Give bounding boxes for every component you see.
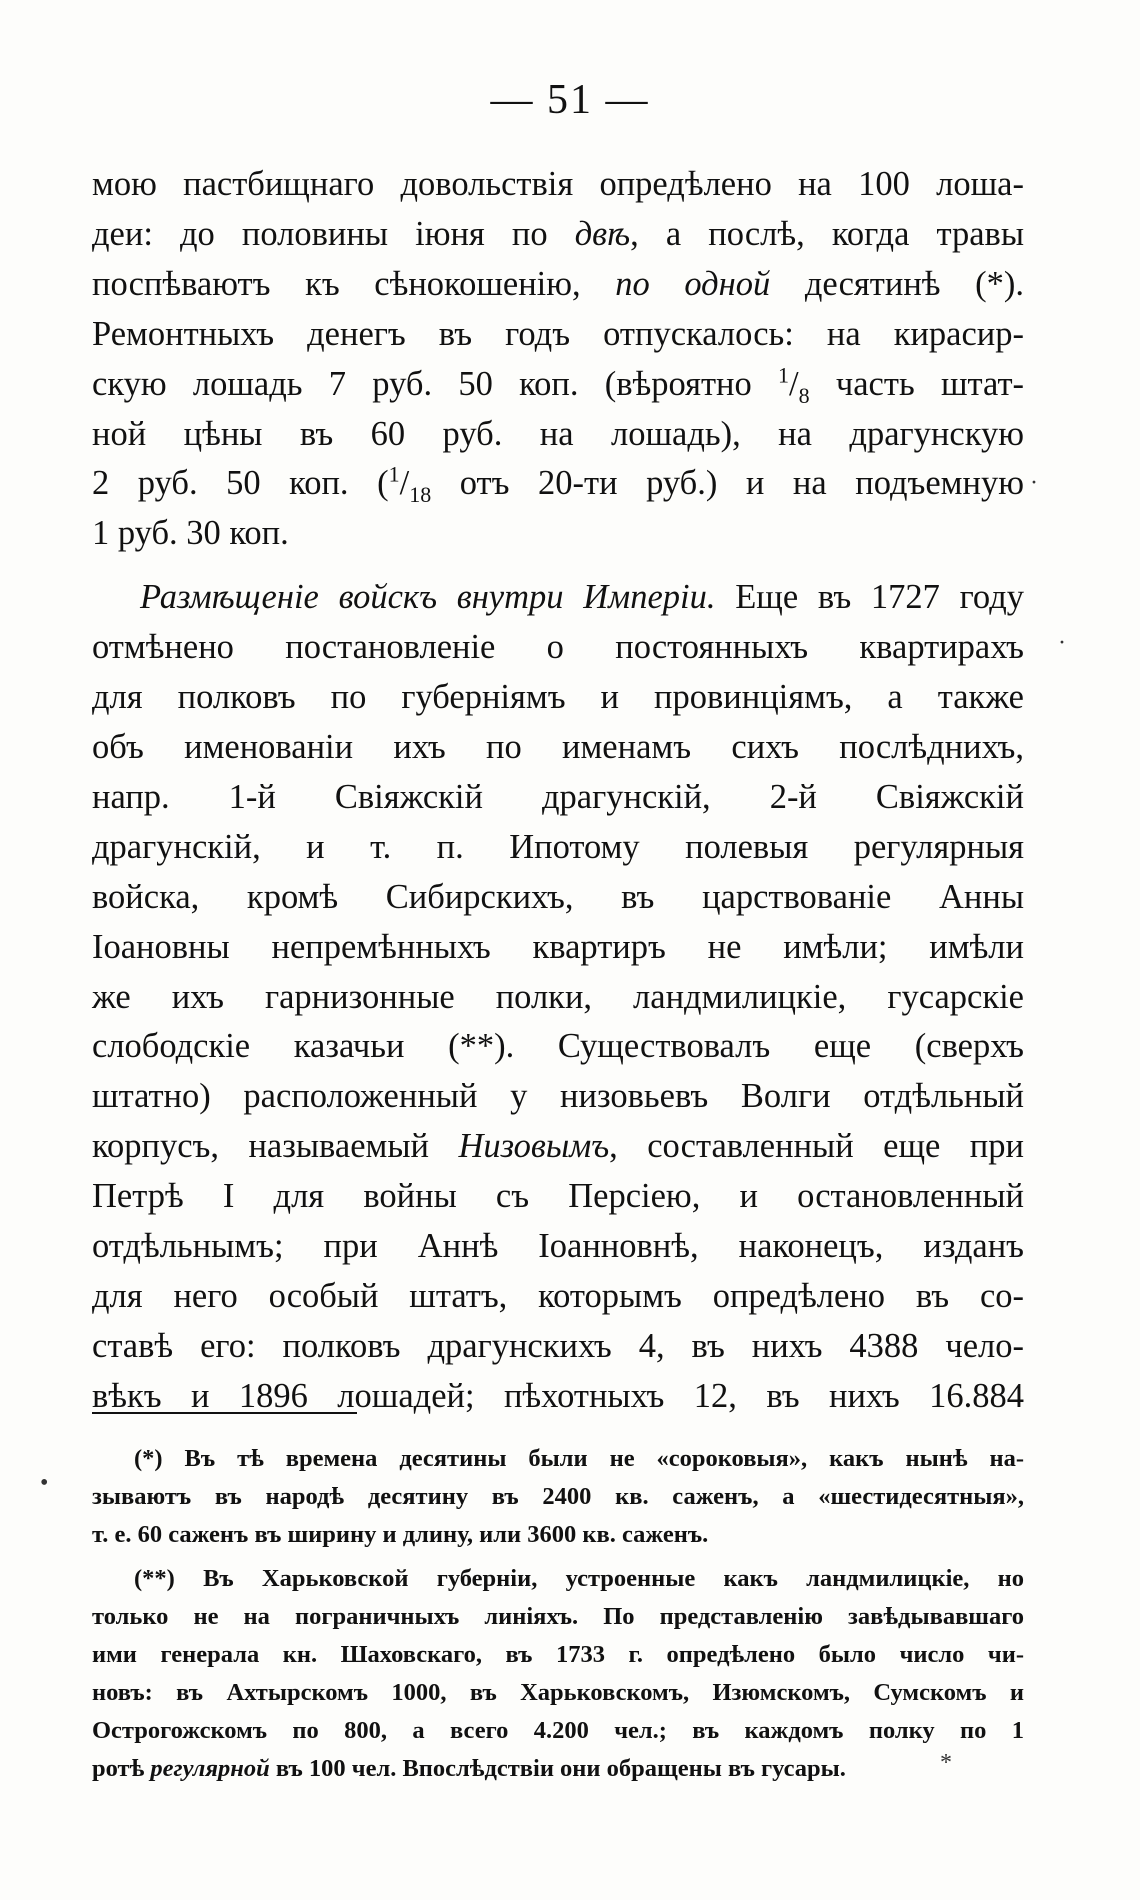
footnote-line: ротѣ регулярной въ 100 чел. Впослѣдствіи они обращены въ гусары.	[92, 1755, 846, 1782]
italic-word: регулярной	[150, 1755, 270, 1782]
text-line: же ихъ гарнизонные полки, ландмилицкіе, гусарскіе	[92, 977, 1024, 1016]
print-speck: *	[940, 1750, 952, 1776]
main-text	[92, 160, 1024, 1422]
text-line: для полковъ по губерніямъ и провинціямъ, а также	[92, 678, 1024, 717]
footnote-line: только не на пограничныхъ линіяхъ. По представленію завѣдывавшаго	[92, 1603, 1024, 1630]
text-line: мою пастбищнаго довольствія опредѣлено на 100 лоша-	[92, 165, 1024, 203]
footnote-line: Острогожскомъ по 800, а всего 4.200 чел.; въ каждомъ полку по 1	[92, 1717, 1024, 1744]
text-line: 2 руб. 50 коп. ($^1/_{18}$ отъ 20-ти руб.) и на подъемную	[92, 461, 1025, 508]
text-line: для него особый штатъ, которымъ опредѣлено въ со-	[92, 1276, 1024, 1315]
text-line: Іоановны непремѣнныхъ квартиръ не имѣли; имѣли	[92, 927, 1024, 966]
footnote-line: новъ: въ Ахтырскомъ 1000, въ Харьковскомъ, Изюмскомъ, Сумскомъ и	[92, 1679, 1024, 1706]
text-line: драгунскій, и т. п. Ипотому полевыя регулярныя	[92, 827, 1024, 866]
section-heading-italic: Размѣщеніе войскъ внутри Имперіи.	[140, 578, 716, 617]
text-line: отмѣнено постановленіе о постоянныхъ квартирахъ	[92, 628, 1024, 667]
text-line: ной цѣны въ 60 руб. на лошадь), на драгунскую	[92, 414, 1024, 453]
footnotes	[92, 1440, 1024, 1788]
text-line: объ именованіи ихъ по именамъ сихъ послѣднихъ,	[92, 727, 1024, 766]
text-line: корпусъ, называемый Низовымъ, составленный еще при	[92, 1127, 1024, 1166]
text-line: штатно) расположенный у низовьевъ Волги отдѣльный	[92, 1077, 1024, 1116]
italic-phrase: по одной	[615, 264, 771, 303]
text-line: войска, кромѣ Сибирскихъ, въ царствованіе Анны	[92, 877, 1024, 916]
italic-word: двѣ	[574, 214, 631, 253]
text-line: Ремонтныхъ денегъ въ годъ отпускалось: на кирасир-	[92, 314, 1024, 353]
print-speck: •	[40, 1470, 49, 1496]
footnote-separator	[92, 1412, 357, 1414]
fraction-denominator: 18	[409, 482, 432, 508]
fraction-numerator: 1	[778, 362, 790, 388]
footnote-line: зываютъ въ народѣ десятину въ 2400 кв. саженъ, а «шестидесятныя»,	[92, 1483, 1024, 1510]
text-line: вѣкъ и 1896 лошадей; пѣхотныхъ 12, въ нихъ 16.884	[92, 1376, 1024, 1415]
text-line: скую лошадь 7 руб. 50 коп. (вѣроятно $^1/_8$ часть штат-	[92, 362, 1025, 408]
text-line: Петрѣ I для войны съ Персіею, и остановленный	[92, 1177, 1024, 1216]
italic-word: Низовымъ	[458, 1127, 610, 1166]
fraction-denominator: 8	[798, 382, 810, 408]
footnote-line: (*) Въ тѣ времена десятины были не «сороковыя», какъ нынѣ на-	[134, 1445, 1024, 1472]
footnote-line: т. е. 60 саженъ въ ширину и длину, или 3600 кв. саженъ.	[92, 1521, 709, 1548]
print-speck: ·	[1030, 470, 1038, 496]
footnote-line: ими генерала кн. Шаховскаго, въ 1733 г. опредѣлено было число чи-	[92, 1641, 1024, 1668]
print-speck: ·	[1058, 630, 1066, 656]
text-line: деи: до половины іюня по двѣ, а послѣ, когда травы	[92, 214, 1025, 253]
text-line: Размѣщеніе войскъ внутри Имперіи. Еще въ 1727 году	[140, 578, 1024, 617]
paragraph-gap	[92, 559, 1024, 573]
page-number: — 51 —	[490, 77, 650, 123]
fraction-numerator: 1	[388, 461, 400, 487]
text-line: слободскіе казачьи (**). Существовалъ еще (сверхъ	[92, 1027, 1024, 1066]
text-line: отдѣльнымъ; при Аннѣ Іоанновнѣ, наконецъ, изданъ	[92, 1227, 1024, 1266]
footnote-line: (**) Въ Харьковской губерніи, устроенные какъ ландмилицкіе, но	[134, 1565, 1024, 1592]
text-line: поспѣваютъ къ сѣнокошенію, по одной десятинѣ (*).	[92, 264, 1024, 303]
text-line: 1 руб. 30 коп.	[92, 514, 289, 553]
text-line: ставѣ его: полковъ драгунскихъ 4, въ нихъ 4388 чело-	[92, 1326, 1024, 1365]
text-line: напр. 1-й Свіяжскій драгунскій, 2-й Свіяжскій	[92, 777, 1024, 816]
